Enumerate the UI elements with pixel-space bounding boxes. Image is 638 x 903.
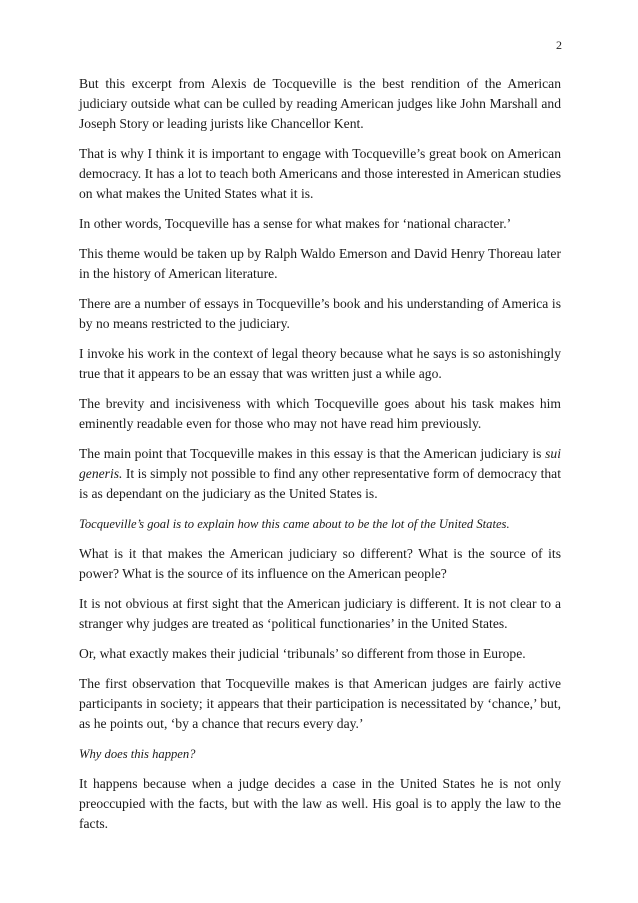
page-number: 2 bbox=[556, 38, 562, 52]
paragraph: In other words, Tocqueville has a sense for what makes for ‘national character.’ bbox=[79, 216, 512, 231]
italic-paragraph: Tocqueville’s goal is to explain how this came about to be the lot of the United States. bbox=[79, 517, 510, 531]
paragraph: Or, what exactly makes their judicial ‘tribunals’ so different from those in Europe. bbox=[79, 646, 526, 661]
paragraph: The brevity and incisiveness with which Tocqueville goes about his task makes him eminently readable even for those who may not have read him previously. bbox=[79, 396, 561, 431]
paragraph: What is it that makes the American judiciary so different? What is the source of its power? What is the source of its influence on the American people? bbox=[79, 546, 561, 581]
latin-phrase: sui generis. bbox=[79, 446, 561, 481]
paragraph-text: It is simply not possible to find any other representative form of democracy that is as dependant on the judiciary as the United States is. bbox=[79, 466, 561, 501]
paragraph: But this excerpt from Alexis de Tocqueville is the best rendition of the American judiciary outside what can be culled by reading American judges like John Marshall and Joseph Story or leading jurists like Chancellor Kent. bbox=[79, 76, 561, 131]
paragraph-text: The main point that Tocqueville makes in this essay is that the American judiciary is bbox=[79, 446, 546, 461]
paragraph: I invoke his work in the context of legal theory because what he says is so astonishingly true that it appears to be an essay that was written just a while ago. bbox=[79, 346, 561, 381]
document-body bbox=[79, 74, 561, 844]
paragraph: There are a number of essays in Tocqueville’s book and his understanding of America is by no means restricted to the judiciary. bbox=[79, 296, 561, 331]
paragraph: It is not obvious at first sight that the American judiciary is different. It is not clear to a stranger why judges are treated as ‘political functionaries’ in the United States. bbox=[79, 596, 561, 631]
italic-paragraph: Why does this happen? bbox=[79, 747, 196, 761]
paragraph: It happens because when a judge decides a case in the United States he is not only preoccupied with the facts, but with the law as well. His goal is to apply the law to the facts. bbox=[79, 776, 561, 831]
paragraph bbox=[79, 444, 561, 504]
paragraph: This theme would be taken up by Ralph Waldo Emerson and David Henry Thoreau later in the history of American literature. bbox=[79, 246, 561, 281]
paragraph: That is why I think it is important to engage with Tocqueville’s great book on American democracy. It has a lot to teach both Americans and those interested in American studies on what makes the United States what it is. bbox=[79, 146, 561, 201]
paragraph: The first observation that Tocqueville makes is that American judges are fairly active participants in society; it appears that their participation is necessitated by ‘chance,’ but, as he points out, ‘by a chance that recurs every day.’ bbox=[79, 676, 561, 731]
